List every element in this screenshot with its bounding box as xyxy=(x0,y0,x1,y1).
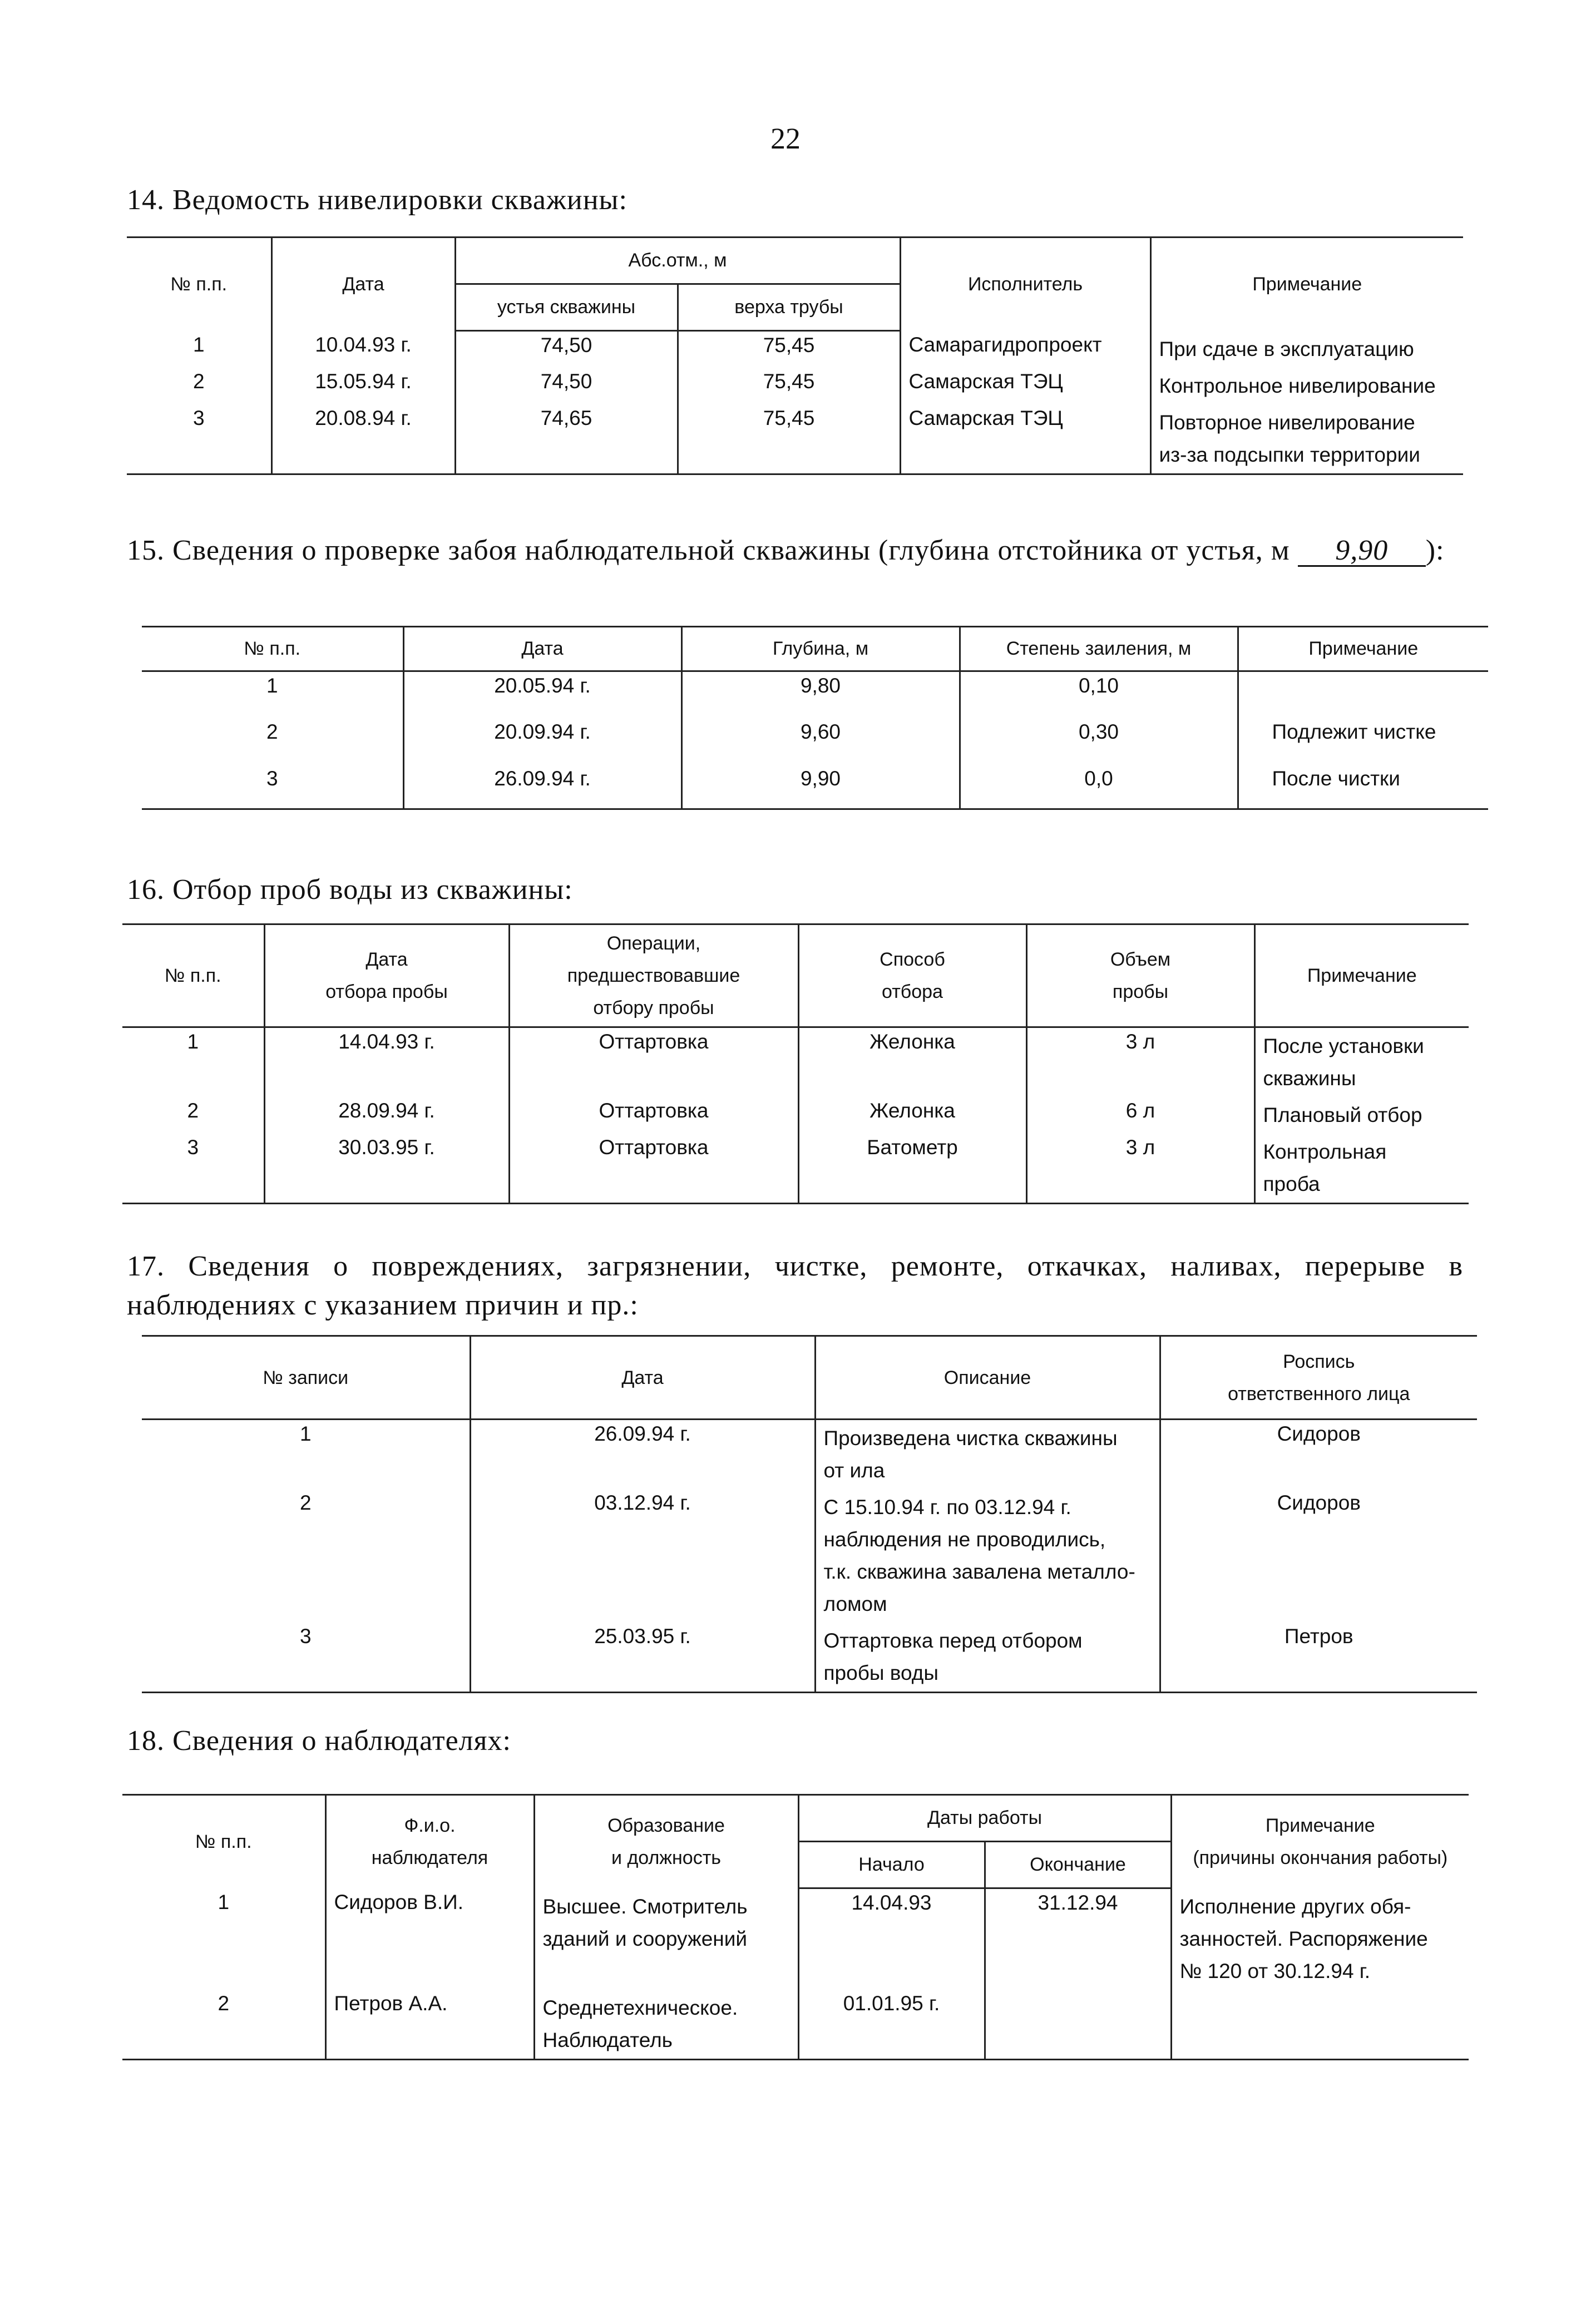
cell-note: Контрольное нивелирование xyxy=(1150,368,1463,404)
cell-education: Высшее. Смотритель зданий и сооружений xyxy=(534,1888,798,1990)
cell-volume: 3 л xyxy=(1026,1027,1254,1097)
cell-education: Среднетехническое. Наблюдатель xyxy=(534,1990,798,2060)
table-row xyxy=(122,1134,1469,1204)
cell-num: 3 xyxy=(127,404,271,474)
table-row xyxy=(142,1489,1477,1623)
cell-signature: Сидоров xyxy=(1160,1489,1477,1623)
cell-date: 20.08.94 г. xyxy=(271,404,455,474)
cell-pipe: 75,45 xyxy=(678,368,900,404)
cell-method: Желонка xyxy=(798,1027,1026,1097)
cell-date: 30.03.95 г. xyxy=(264,1134,509,1204)
cell-start: 14.04.93 xyxy=(798,1888,985,1990)
cell-date: 20.09.94 г. xyxy=(403,718,681,765)
cell-num: 1 xyxy=(192,333,205,356)
cell-num: 2 xyxy=(192,369,205,393)
section-15-text: 15. Сведения о проверке забоя наблюдательной скважины (глубина отстойника от устья, м xyxy=(127,535,1290,566)
cell-date: 26.09.94 г. xyxy=(470,1420,815,1490)
col-note: Примечание xyxy=(1150,238,1463,331)
sump-depth-value: 9,90 xyxy=(1298,536,1426,567)
col-note: Примечание xyxy=(1254,924,1469,1027)
col-num: № п.п. xyxy=(122,1795,325,1888)
cell-date: 10.04.93 г. xyxy=(271,331,455,368)
col-note: Примечание xyxy=(1238,627,1488,671)
cell-volume: 3 л xyxy=(1026,1134,1254,1204)
cell-silting: 0,30 xyxy=(960,718,1238,765)
cell-silting: 0,0 xyxy=(960,765,1238,809)
cell-pipe: 75,45 xyxy=(678,331,900,368)
cell-method: Желонка xyxy=(798,1097,1026,1134)
cell-num: 3 xyxy=(142,765,403,809)
section-16-title: 16. Отбор проб воды из скважины: xyxy=(127,874,573,906)
cell-num: 2 xyxy=(122,1990,325,2060)
table-row xyxy=(142,1623,1477,1693)
cell-note: Подлежит чистке xyxy=(1238,718,1488,765)
cell-depth: 9,90 xyxy=(681,765,960,809)
cell-note: После установки скважины xyxy=(1254,1027,1469,1097)
col-num: № п.п. xyxy=(127,238,271,331)
bottom-check-table xyxy=(142,626,1488,810)
col-date: Дата xyxy=(470,1336,815,1420)
cell-signature: Петров xyxy=(1160,1623,1477,1693)
section-15-close: ): xyxy=(1425,535,1445,566)
page-number: 22 xyxy=(770,122,801,155)
cell-note: Плановый отбор xyxy=(1254,1097,1469,1134)
cell-note xyxy=(1171,1990,1469,2060)
cell-end xyxy=(985,1990,1171,2060)
cell-num: 2 xyxy=(187,1099,199,1122)
cell-date: 03.12.94 г. xyxy=(470,1489,815,1623)
col-signature: Роспись ответственного лица xyxy=(1160,1336,1477,1420)
cell-num: 1 xyxy=(218,1890,230,1913)
cell-mouth: 74,50 xyxy=(455,368,678,404)
cell-signature: Сидоров xyxy=(1160,1420,1477,1490)
section-15-title xyxy=(127,531,1463,570)
cell-operations: Оттартовка xyxy=(509,1027,798,1097)
col-name: Ф.и.о. наблюдателя xyxy=(325,1795,534,1888)
cell-depth: 9,80 xyxy=(681,671,960,718)
table-row xyxy=(122,1097,1469,1134)
table-row xyxy=(127,331,1463,368)
cell-date: 15.05.94 г. xyxy=(271,368,455,404)
table-row xyxy=(142,671,1488,718)
col-note: Примечание (причины окончания работы) xyxy=(1171,1795,1469,1888)
col-description: Описание xyxy=(815,1336,1160,1420)
observers-table xyxy=(122,1794,1469,2060)
col-pipe: верха трубы xyxy=(678,284,900,331)
cell-mouth: 74,65 xyxy=(455,404,678,474)
cell-date: 20.05.94 г. xyxy=(403,671,681,718)
col-num: № п.п. xyxy=(142,627,403,671)
table-row xyxy=(142,765,1488,809)
cell-note: При сдаче в эксплуатацию xyxy=(1150,331,1463,368)
cell-executor: Самарская ТЭЦ xyxy=(900,404,1150,474)
cell-note: Повторное нивелирование из-за подсыпки территории xyxy=(1150,404,1463,474)
cell-operations: Оттартовка xyxy=(509,1097,798,1134)
leveling-table xyxy=(127,236,1463,475)
col-date: Дата отбора пробы xyxy=(264,924,509,1027)
cell-method: Батометр xyxy=(798,1134,1026,1204)
section-18-title: 18. Сведения о наблюдателях: xyxy=(127,1725,511,1757)
cell-date: 14.04.93 г. xyxy=(264,1027,509,1097)
table-row xyxy=(122,1888,1469,1990)
cell-name: Сидоров В.И. xyxy=(325,1888,534,1990)
col-operations: Операции, предшествовавшие отбору пробы xyxy=(509,924,798,1027)
cell-start: 01.01.95 г. xyxy=(798,1990,985,2060)
col-education: Образование и должность xyxy=(534,1795,798,1888)
table-row xyxy=(142,1420,1477,1490)
col-method: Способ отбора xyxy=(798,924,1026,1027)
cell-note xyxy=(1238,671,1488,718)
cell-num: 1 xyxy=(266,674,278,697)
col-mouth: устья скважины xyxy=(455,284,678,331)
col-start: Начало xyxy=(798,1842,985,1888)
col-date: Дата xyxy=(403,627,681,671)
section-14-title: 14. Ведомость нивелировки скважины: xyxy=(127,184,628,216)
cell-num: 2 xyxy=(299,1491,312,1514)
cell-end: 31.12.94 xyxy=(985,1888,1171,1990)
cell-operations: Оттартовка xyxy=(509,1134,798,1204)
cell-name: Петров А.А. xyxy=(325,1990,534,2060)
cell-date: 28.09.94 г. xyxy=(264,1097,509,1134)
col-work-dates: Даты работы xyxy=(798,1795,1171,1842)
cell-volume: 6 л xyxy=(1026,1097,1254,1134)
cell-pipe: 75,45 xyxy=(678,404,900,474)
table-row xyxy=(142,718,1488,765)
table-row xyxy=(127,404,1463,474)
col-date: Дата xyxy=(271,238,455,331)
col-num: № п.п. xyxy=(122,924,264,1027)
cell-description: С 15.10.94 г. по 03.12.94 г. наблюдения не проводились, т.к. скважина завалена металло- ломом xyxy=(815,1489,1160,1623)
table-row xyxy=(122,1027,1469,1097)
cell-num: 3 xyxy=(122,1134,264,1204)
section-17-title: 17. Сведения о повреждениях, загрязнении, чистке, ремонте, откачках, наливах, перерыве в наблюдениях с указанием причин и пр.: xyxy=(127,1250,1463,1321)
cell-silting: 0,10 xyxy=(960,671,1238,718)
col-record-num: № записи xyxy=(142,1336,470,1420)
col-silting: Степень заиления, м xyxy=(960,627,1238,671)
col-depth: Глубина, м xyxy=(681,627,960,671)
cell-num: 3 xyxy=(142,1623,470,1693)
cell-executor: Самарагидропроект xyxy=(900,331,1150,368)
cell-note: После чистки xyxy=(1238,765,1488,809)
cell-date: 26.09.94 г. xyxy=(403,765,681,809)
col-end: Окончание xyxy=(985,1842,1171,1888)
cell-num: 2 xyxy=(266,720,278,743)
cell-num: 1 xyxy=(187,1030,199,1053)
cell-description: Произведена чистка скважины от ила xyxy=(815,1420,1160,1490)
table-row xyxy=(127,368,1463,404)
damage-records-table xyxy=(142,1335,1477,1693)
cell-mouth: 74,50 xyxy=(455,331,678,368)
col-abs-mark: Абс.отм., м xyxy=(455,238,900,284)
cell-date: 25.03.95 г. xyxy=(470,1623,815,1693)
cell-note: Исполнение других обя- занностей. Распоряжение № 120 от 30.12.94 г. xyxy=(1171,1888,1469,1990)
cell-executor: Самарская ТЭЦ xyxy=(900,368,1150,404)
water-sampling-table xyxy=(122,923,1469,1204)
cell-note: Контрольная проба xyxy=(1254,1134,1469,1204)
table-row xyxy=(122,1990,1469,2060)
col-executor: Исполнитель xyxy=(900,238,1150,331)
cell-num: 1 xyxy=(299,1422,312,1445)
col-volume: Объем пробы xyxy=(1026,924,1254,1027)
cell-description: Оттартовка перед отбором пробы воды xyxy=(815,1623,1160,1693)
cell-depth: 9,60 xyxy=(681,718,960,765)
